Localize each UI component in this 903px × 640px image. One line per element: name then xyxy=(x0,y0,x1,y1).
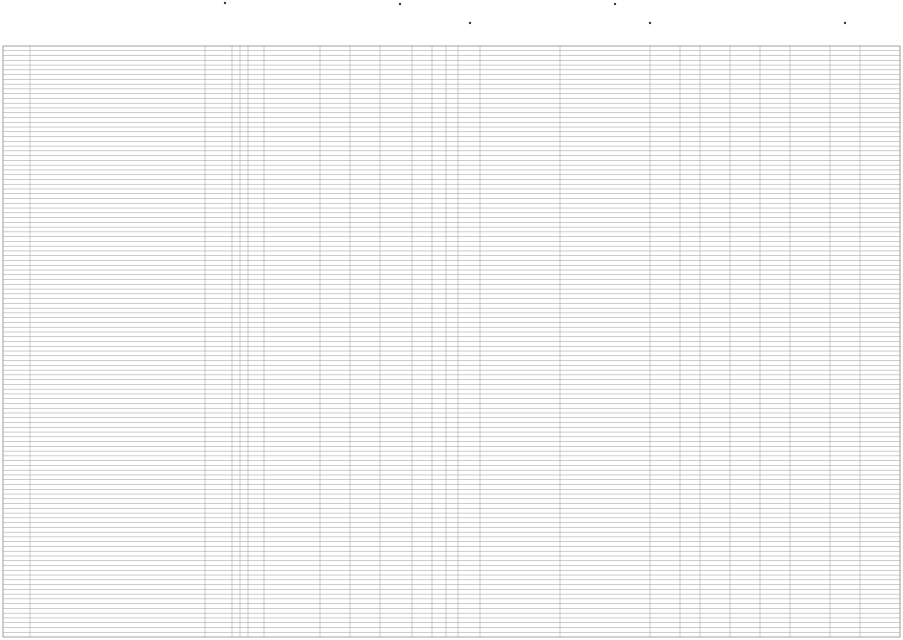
mark-dot xyxy=(649,22,651,24)
mark-dot xyxy=(224,2,226,4)
mark-dot xyxy=(844,22,846,24)
mark-dot xyxy=(614,3,616,5)
mark-dot xyxy=(399,3,401,5)
mark-dot xyxy=(469,22,471,24)
